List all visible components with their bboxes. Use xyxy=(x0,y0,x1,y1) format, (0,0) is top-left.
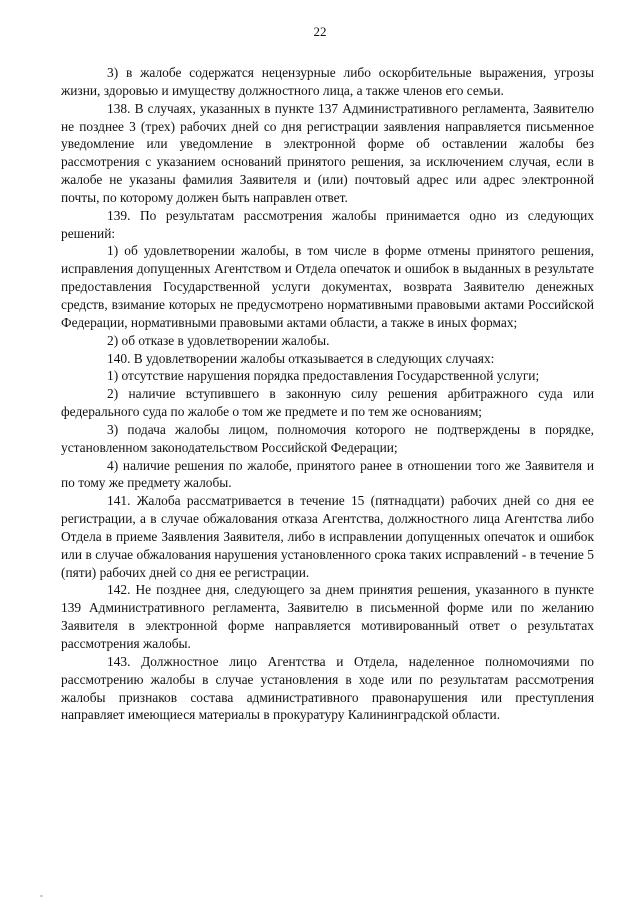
paragraph-139: 139. По результатам рассмотрения жалобы принимается одно из следующих решений: xyxy=(61,207,594,241)
paragraph-142: 142. Не позднее дня, следующего за днем принятия решения, указанного в пункте 139 Административного регламента, Заявителю в письменной форме или по желанию Заявителя в электронной форме направляется мотивированный ответ о результатах рассмотрения жалобы. xyxy=(61,582,594,651)
paragraph-140-item-4: 4) наличие решения по жалобе, принятого ранее в отношении того же Заявителя и по тому же предмету жалобы. xyxy=(61,457,594,491)
paragraph-139-item-1: 1) об удовлетворении жалобы, в том числе в форме отмены принятого решения, исправления допущенных Агентством и Отдела опечаток и ошибок в выданных в результате предоставления Государственной услуги документах, возврата Заявителю денежных средств, взимание которых не предусмотрено нормативными правовыми актами Российской Федерации, нормативными правовыми актами области, а также в иных формах; xyxy=(61,243,594,330)
paragraph-141: 141. Жалоба рассматривается в течение 15 (пятнадцати) рабочих дней со дня ее регистрации, а в случае обжалования отказа Агентства, должностного лица Агентства либо Отдела в приеме Заявления Заявителя, либо в исправлении допущенных опечаток и ошибок или в случае обжалования нарушения установленного срока таких исправлений - в течение 5 (пяти) рабочих дней со дня ее регистрации. xyxy=(61,493,594,580)
paragraph-140-item-3: 3) подача жалобы лицом, полномочия которого не подтверждены в порядке, установленном законодательством Российской Федерации; xyxy=(61,421,594,455)
page-number: 22 xyxy=(313,24,327,39)
paragraph-item-3: 3) в жалобе содержатся нецензурные либо оскорбительные выражения, угрозы жизни, здоровью и имуществу должностного лица, а также членов его семьи. xyxy=(61,65,594,98)
paragraph-138: 138. В случаях, указанных в пункте 137 Административного регламента, Заявителю не позднее 3 (трех) рабочих дней со дня регистрации заявления направляется письменное уведомление или уведомление в электронной форме об оставлении жалобы без рассмотрения с указанием оснований принятого решения, за исключением случая, если в жалобе не указаны фамилия Заявителя и (или) почтовый адрес или адрес электронной почты, по которому должен быть направлен ответ. xyxy=(61,100,594,205)
document-body xyxy=(61,64,594,724)
paragraph-139-item-2: 2) об отказе в удовлетворении жалобы. xyxy=(107,332,330,348)
scan-artifact xyxy=(40,895,43,897)
paragraph-140: 140. В удовлетворении жалобы отказывается в следующих случаях: xyxy=(107,350,495,366)
paragraph-140-item-2: 2) наличие вступившего в законную силу решения арбитражного суда или федерального суда по жалобе о том же предмете и по тем же основаниям; xyxy=(61,386,594,420)
paragraph-140-item-1: 1) отсутствие нарушения порядка предоставления Государственной услуги; xyxy=(107,368,540,384)
paragraph-143: 143. Должностное лицо Агентства и Отдела, наделенное полномочиями по рассмотрению жалобы в случае установления в ходе или по результатам рассмотрения жалобы признаков состава административного правонарушения или преступления направляет имеющиеся материалы в прокуратуру Калининградской области. xyxy=(61,653,594,723)
